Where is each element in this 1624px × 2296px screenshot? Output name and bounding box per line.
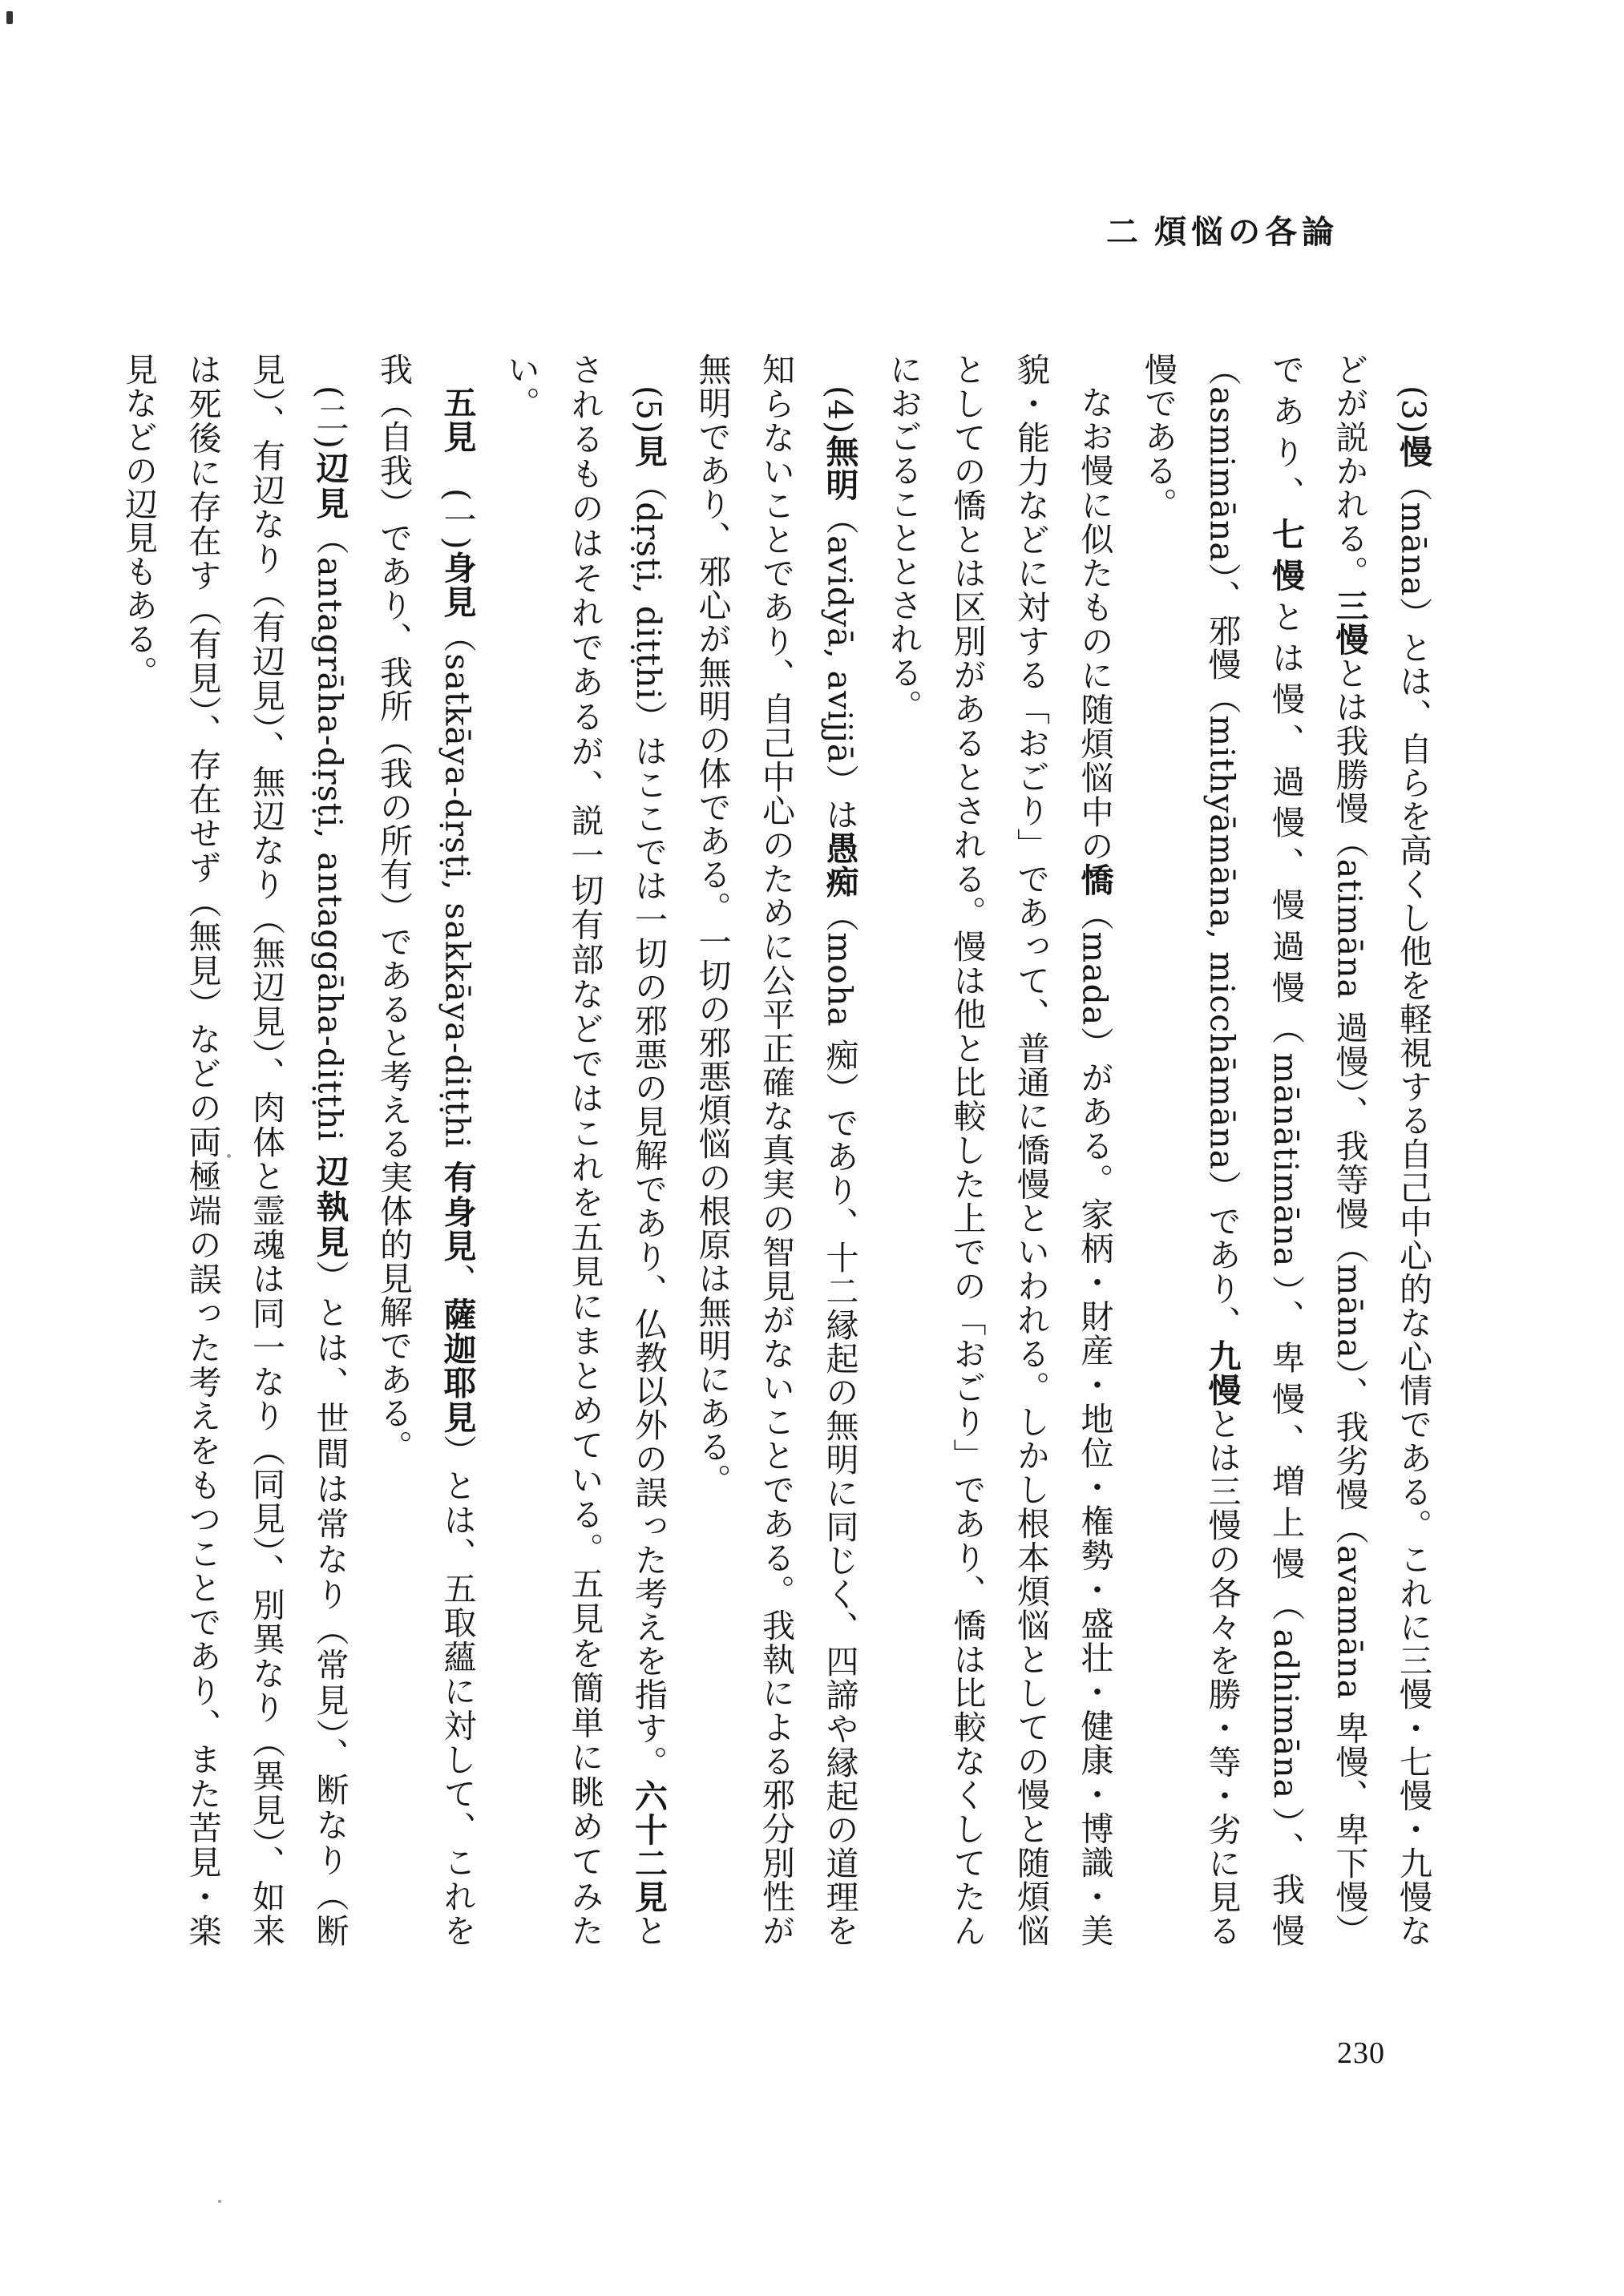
scan-corner-mark [6, 11, 13, 24]
scan-speck [227, 1154, 231, 1158]
running-head [1106, 207, 1427, 252]
body-text [119, 353, 1444, 1948]
paragraph-mada: なお慢に似たものに随煩悩中の憍（mada）がある。家柄・財産・地位・権勢・盛壮・健康・博識・美貌・能力などに対する「おごり」であって、普通に憍慢といわれる。しかし根本煩悩としての慢と随煩悩としての憍とは区別があるとされる。慢は他と比較した上での「おごり」であり、憍は比較なくしてたんにおごることとされる。 [884, 353, 1114, 1948]
paragraph-avidya: (4)無明（avidyā, avijjā）は愚痴（moha 痴）であり、十二縁起の無明に同じく、四諦や縁起の道理を知らないことであり、自己中心のために公平正確な真実の智見がないことである。我執による邪分別性が無明であり、邪心が無明の体である。一切の邪悪煩悩の根原は無明にある。 [693, 353, 859, 1948]
paragraph-mana: (3)慢（māna）とは、自らを高くし他を軽視する自己中心的な心情である。これに三慢・七慢・九慢などが説かれる。三慢とは我勝慢（atimāna 過慢）、我等慢（māna）、我劣慢（avamāna 卑慢、卑下慢）であり、七慢とは慢、過慢、慢過慢（mānātimāna）、卑慢、増上慢（adhimāna）、我慢（asmimāna）、邪慢（mithyāmāna, micchāmāna）であり、九慢とは三慢の各々を勝・等・劣に見る慢である。 [1139, 353, 1432, 1948]
section-title: 煩悩の各論 [1154, 213, 1339, 251]
section-number: 二 [1106, 213, 1143, 251]
paragraph-five-views: 五見 (一)身見（satkāya-dṛṣṭi, sakkāya-diṭṭhi 有身見、薩迦耶見）とは、五取蘊に対して、これを我（自我）であり、我所（我の所有）であると考える実体的見解である。 [374, 353, 477, 1948]
paragraph-drsti: (5)見（dṛṣṭi, diṭṭhi）はここでは一切の邪悪の見解であり、仏教以外の誤った考えを指す。六十二見とされるものはそれであるが、説一切有部などではこれを五見にまとめている。五見を簡単に眺めてみたい。 [502, 353, 668, 1947]
page-number: 230 [1337, 2036, 1385, 2070]
scan-speck [218, 2200, 221, 2203]
paragraph-extreme-views: (二)辺見（antagrāha-dṛṣṭi, antaggāha-diṭṭhi 辺執見）とは、世間は常なり（常見）、断なり（断見）、有辺なり（有辺見）、無辺なり（無辺見）、肉体と霊魂は同一なり（同見）、別異なり（異見）、如来は死後に存在す（有見）、存在せず（無見）などの両極端の誤った考えをもつことであり、また苦見・楽見などの辺見もある。 [119, 353, 349, 1948]
